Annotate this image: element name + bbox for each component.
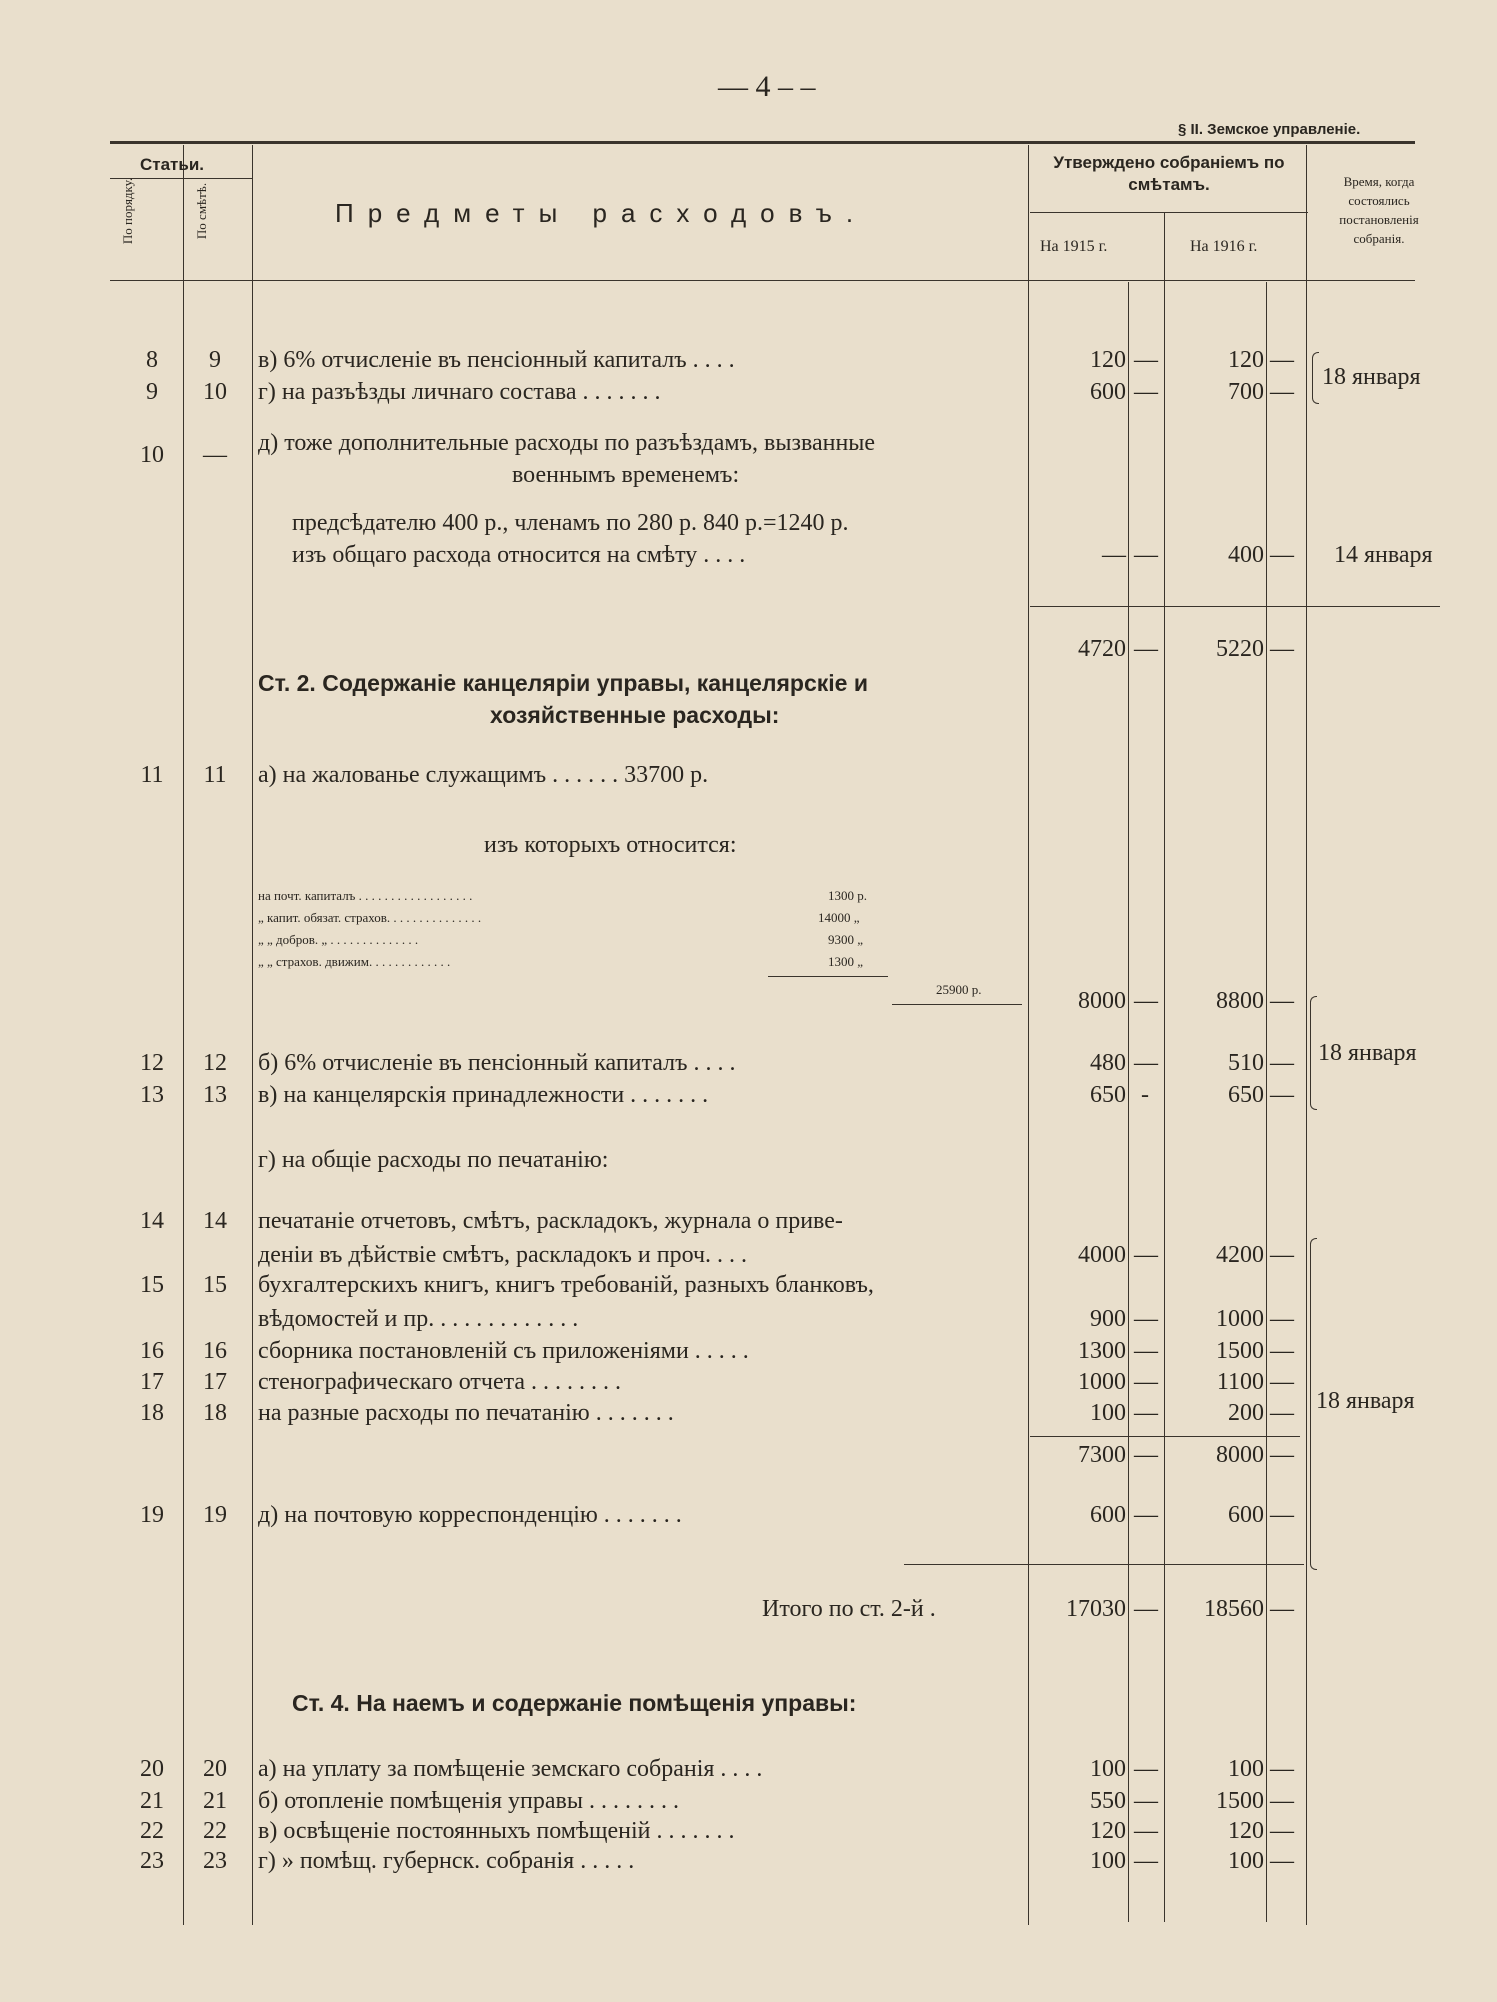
kopeck-dash-1915: — [1134,988,1158,1014]
row-estimate-number: 18 [203,1400,227,1426]
col-line-estimate [252,145,253,1925]
breakdown-value: 1300 „ [828,954,864,969]
row-estimate-number: 13 [203,1082,227,1108]
row-text: б) 6% отчисленіе въ пенсіонный капиталъ . . . . [258,1050,736,1076]
breakdown-total-line [892,1004,1022,1005]
amount-1916: 510 [1228,1050,1264,1076]
kopeck-dash-1915: — [1134,1848,1158,1874]
subtotal-line [1030,606,1440,607]
subtotal-1916: 8000 [1216,1442,1264,1468]
section-title: § II. Земское управленіе. [1178,121,1361,138]
row-text: изъ которыхъ относится: [484,832,737,858]
amount-1915: 100 [1090,1400,1126,1426]
subtotal-1915: 4720 [1078,636,1126,662]
row-order-number: 9 [146,379,158,405]
breakdown-value: 1300 р. [828,888,867,903]
amount-1915: 650 [1090,1082,1126,1108]
kopeck-dash-1915: — [1134,347,1158,373]
kopeck-dash-1915: — [1134,1338,1158,1364]
subjects-header: Предметы расходовъ. [335,198,868,228]
year-1915-header: На 1915 г. [1040,238,1108,255]
breakdown-label: на почт. капиталъ . . . . . . . . . . . . . . . . . . [258,888,473,903]
amount-1916: 100 [1228,1848,1264,1874]
amount-1916: 700 [1228,379,1264,405]
page-number: — 4 – – [718,70,816,103]
row-text: а) на уплату за помѣщеніе земскаго собранія . . . . [258,1756,763,1782]
row-estimate-number: 17 [203,1369,227,1395]
amount-1915: 1300 [1078,1338,1126,1364]
row-estimate-number: 21 [203,1788,227,1814]
amount-1916: 120 [1228,347,1264,373]
amount-1915: 550 [1090,1788,1126,1814]
row-order-number: 23 [140,1848,164,1874]
total-1916: 18560 [1204,1596,1264,1622]
articles-header: Статьи. [140,155,205,174]
row-text: деніи въ дѣйствіе смѣтъ, раскладокъ и проч. . . . [258,1242,748,1268]
kopeck-dash-1916: — [1270,1848,1294,1874]
row-text: на разные расходы по печатанію . . . . . . . [258,1400,674,1426]
col-line-1915-kop [1128,282,1129,1922]
row-order-number: 12 [140,1050,164,1076]
row-text: предсѣдателю 400 р., членамъ по 280 р. 840 р.=1240 р. [292,510,849,536]
kopeck-dash-1916: — [1270,379,1294,405]
breakdown-value: 14000 „ [818,910,860,925]
col-line-1915-end [1164,212,1165,1922]
row-text: г) на общіе расходы по печатанію: [258,1147,609,1173]
subtotal-line [1030,1436,1300,1437]
amount-1915: 120 [1090,1818,1126,1844]
row-text: в) освѣщеніе постоянныхъ помѣщеній . . . . . . . [258,1818,735,1844]
kopeck-dash-1916: — [1270,1502,1294,1528]
row-text: б) отопленіе помѣщенія управы . . . . . . . . [258,1788,679,1814]
row-order-number: 18 [140,1400,164,1426]
approved-underline [1030,212,1308,213]
kopeck-dash-1915: — [1134,1306,1158,1332]
amount-1916: 200 [1228,1400,1264,1426]
amount-1916: 1000 [1216,1306,1264,1332]
amount-1916: 600 [1228,1502,1264,1528]
kopeck-dash-1916: — [1270,1050,1294,1076]
row-text: в) 6% отчисленіе въ пенсіонный капиталъ . . . . [258,347,735,373]
row-text: а) на жалованье служащимъ . . . . . . 33700 р. [258,762,709,788]
amount-1915: 900 [1090,1306,1126,1332]
amount-1915: 1000 [1078,1369,1126,1395]
amount-1915: 120 [1090,347,1126,373]
amount-1915: — [1102,542,1126,568]
kopeck-dash-1916: — [1270,1818,1294,1844]
kopeck-dash-1915: — [1134,1818,1158,1844]
kopeck-dash-1916: — [1270,1442,1294,1468]
row-text: д) тоже дополнительные расходы по разъѣздамъ, вызванные [258,430,876,456]
time-header: Время, когда состоялись постановленія собранія. [1339,174,1419,246]
col-estimate-header: По смѣтѣ. [194,182,209,240]
breakdown-label: „ „ добров. „ . . . . . . . . . . . . . . [258,932,419,947]
breakdown-value: 9300 „ [828,932,864,947]
row-order-number: 19 [140,1502,164,1528]
kopeck-dash-1916: — [1270,636,1294,662]
amount-1915: 4000 [1078,1242,1126,1268]
breakdown-label: „ „ страхов. движим. . . . . . . . . . . . . [258,954,451,969]
row-estimate-number: 14 [203,1208,227,1234]
amount-1916: 650 [1228,1082,1264,1108]
amount-1915: 8000 [1078,988,1126,1014]
kopeck-dash-1915: — [1134,1756,1158,1782]
kopeck-dash-1915: - [1141,1082,1149,1108]
amount-1916: 120 [1228,1818,1264,1844]
kopeck-dash-1915: — [1134,1242,1158,1268]
kopeck-dash-1916: — [1270,1242,1294,1268]
kopeck-dash-1916: — [1270,1756,1294,1782]
date-brace [1312,352,1319,404]
row-order-number: 13 [140,1082,164,1108]
kopeck-dash-1916: — [1270,1338,1294,1364]
header-bottom-border [110,280,1415,281]
kopeck-dash-1915: — [1134,1502,1158,1528]
row-estimate-number: — [203,442,227,468]
row-text: сборника постановленій съ приложеніями . . . . . [258,1338,749,1364]
col-order-header: По порядку. [120,177,135,245]
kopeck-dash-1915: — [1134,1400,1158,1426]
row-order-number: 22 [140,1818,164,1844]
row-text: г) » помѣщ. губернск. собранія . . . . . [258,1848,635,1874]
row-order-number: 14 [140,1208,164,1234]
total-line [904,1564,1304,1565]
amount-1916: 1500 [1216,1338,1264,1364]
session-date: 18 января [1318,1040,1417,1066]
total-1915: 17030 [1066,1596,1126,1622]
session-date: 18 января [1322,364,1421,390]
breakdown-sum-line [768,976,888,977]
amount-1916: 8800 [1216,988,1264,1014]
row-order-number: 10 [140,442,164,468]
row-estimate-number: 23 [203,1848,227,1874]
row-estimate-number: 11 [203,762,227,788]
row-estimate-number: 10 [203,379,227,405]
article-heading-cont: хозяйственные расходы: [490,702,780,728]
row-text: бухгалтерскихъ книгъ, книгъ требованій, разныхъ бланковъ, [258,1272,874,1298]
row-order-number: 17 [140,1369,164,1395]
row-text: д) на почтовую корреспонденцію . . . . . . . [258,1502,682,1528]
amount-1915: 600 [1090,379,1126,405]
col-line-order [183,145,184,1925]
amount-1916: 1500 [1216,1788,1264,1814]
amount-1916: 400 [1228,542,1264,568]
row-text: в) на канцелярскія принадлежности . . . . . . . [258,1082,709,1108]
row-text: изъ общаго расхода относится на смѣту . . . . [292,542,746,568]
row-order-number: 11 [140,762,164,788]
row-text: вѣдомостей и пр. . . . . . . . . . . . . [258,1306,579,1332]
article-heading: Ст. 2. Содержаніе канцеляріи управы, канцелярскіе и [258,670,868,696]
kopeck-dash-1916: — [1270,1369,1294,1395]
amount-1916: 100 [1228,1756,1264,1782]
subtotal-1915: 7300 [1078,1442,1126,1468]
row-estimate-number: 20 [203,1756,227,1782]
row-estimate-number: 19 [203,1502,227,1528]
kopeck-dash-1916: — [1270,347,1294,373]
row-estimate-number: 22 [203,1818,227,1844]
kopeck-dash-1915: — [1134,1369,1158,1395]
amount-1915: 600 [1090,1502,1126,1528]
col-line-subjects [1028,145,1029,1925]
kopeck-dash-1916: — [1270,1400,1294,1426]
col-line-1916-end [1306,145,1307,1925]
breakdown-total: 25900 р. [936,982,982,997]
row-text: стенографическаго отчета . . . . . . . . [258,1369,622,1395]
amount-1915: 480 [1090,1050,1126,1076]
kopeck-dash-1915: — [1134,636,1158,662]
kopeck-dash-1916: — [1270,1306,1294,1332]
amount-1915: 100 [1090,1756,1126,1782]
amount-1916: 4200 [1216,1242,1264,1268]
row-estimate-number: 15 [203,1272,227,1298]
subtotal-1916: 5220 [1216,636,1264,662]
kopeck-dash-1915: — [1134,1596,1158,1622]
session-date: 18 января [1316,1388,1415,1414]
row-order-number: 8 [146,347,158,373]
row-order-number: 21 [140,1788,164,1814]
row-text: печатаніе отчетовъ, смѣтъ, раскладокъ, журнала о приве- [258,1208,843,1234]
row-text: г) на разъѣзды личнаго состава . . . . . . . [258,379,661,405]
table-top-border [110,141,1415,144]
amount-1915: 100 [1090,1848,1126,1874]
year-1916-header: На 1916 г. [1190,238,1258,255]
kopeck-dash-1915: — [1134,542,1158,568]
article-heading: Ст. 4. На наемъ и содержаніе помѣщенія управы: [292,1690,857,1716]
kopeck-dash-1916: — [1270,542,1294,568]
row-estimate-number: 9 [209,347,221,373]
row-order-number: 16 [140,1338,164,1364]
kopeck-dash-1915: — [1134,1788,1158,1814]
kopeck-dash-1916: — [1270,1788,1294,1814]
approved-header: Утверждено собраніемъ по смѣтамъ. [1053,153,1285,194]
row-order-number: 15 [140,1272,164,1298]
kopeck-dash-1915: — [1134,1050,1158,1076]
row-estimate-number: 16 [203,1338,227,1364]
kopeck-dash-1915: — [1134,379,1158,405]
row-text: военнымъ временемъ: [512,462,740,488]
breakdown-label: „ капит. обязат. страхов. . . . . . . . . . . . . . . [258,910,482,925]
kopeck-dash-1916: — [1270,1596,1294,1622]
kopeck-dash-1915: — [1134,1442,1158,1468]
session-date: 14 января [1334,542,1433,568]
row-estimate-number: 12 [203,1050,227,1076]
amount-1916: 1100 [1216,1369,1264,1395]
kopeck-dash-1916: — [1270,988,1294,1014]
kopeck-dash-1916: — [1270,1082,1294,1108]
total-label: Итого по ст. 2-й . [762,1596,936,1622]
col-line-1916-kop [1266,282,1267,1922]
date-brace [1310,996,1317,1110]
row-order-number: 20 [140,1756,164,1782]
